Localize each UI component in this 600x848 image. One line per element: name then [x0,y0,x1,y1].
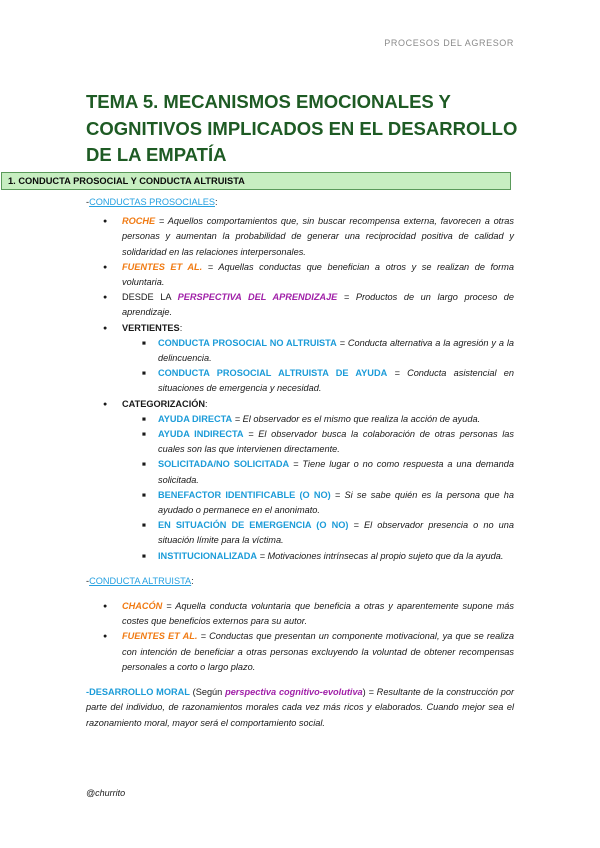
categorizacion-label: CATEGORIZACIÓN [122,398,206,409]
list-item: ■ BENEFACTOR IDENTIFICABLE (O NO) = Si se sabe quién es la persona que ha ayudado o permanece en el anonimato. [122,488,514,518]
list-item-fuentes-altruista: ● FUENTES ET AL. = Conductas que presentan un componente motivacional, ya que se realiza con intención de beneficiar a otras personas excluyendo la voluntad de obtener recompensas personales a corto o largo plazo. [86,629,514,675]
desarrollo-moral-label: DESARROLLO MORAL [89,687,190,698]
list-item: ■ CONDUCTA PROSOCIAL ALTRUISTA DE AYUDA = Conducta asistencial en situaciones de emergencia y necesidad. [122,366,514,396]
author-handle: @churrito [86,788,126,798]
list-item-vertientes: ● VERTIENTES: ■ CONDUCTA PROSOCIAL NO ALTRUISTA = Conducta alternativa a la agresión y a la delincuencia. ■ CONDUCTA PROSOCIAL ALTRUISTA DE AYUDA = Conducta asistencial en situaciones de emergencia y necesidad. [86,321,514,397]
list-item-roche: ● ROCHE = Aquellos comportamientos que, sin buscar recompensa externa, favorecen a otras personas y aumentan la probabilidad de generar una reciprocidad positiva de calidad y solidaridad en las relaciones interpersonales. [86,214,514,260]
list-item: ■ INSTITUCIONALIZADA = Motivaciones intrínsecas al propio sujeto que da la ayuda. [122,549,514,564]
vertientes-list [122,336,514,397]
subheading-altruista-label: CONDUCTA ALTRUISTA [89,575,192,586]
running-header: PROCESOS DEL AGRESOR [384,38,514,48]
desarrollo-moral-paragraph: -DESARROLLO MORAL (Según perspectiva cognitivo-evolutiva) = Resultante de la construcción por parte del individuo, de razonamientos morales cada vez más ricos y elaborados. Cuando mejor sea el razonamiento moral, mayor será el comportamiento social. [86,687,515,728]
list-item: ■ AYUDA INDIRECTA = El observador busca la colaboración de otras personas las cuales son las que intervienen directamente. [122,427,514,457]
subheading-prosociales-label: CONDUCTAS PROSOCIALES [89,197,215,207]
author-fuentes: FUENTES ET AL. [122,261,203,272]
list-item-perspectiva: ● DESDE LA PERSPECTIVA DEL APRENDIZAJE = Productos de un largo proceso de aprendizaje. [86,290,514,320]
subheading-prosociales: -CONDUCTAS PROSOCIALES: [86,197,218,207]
list-item: ■ EN SITUACIÓN DE EMERGENCIA (O NO) = El observador presencia o no una situación límite para la víctima. [122,518,514,548]
prosociales-list [86,214,514,564]
list-item: ■ AYUDA DIRECTA = El observador es el mismo que realiza la acción de ayuda. [122,412,514,427]
categorizacion-list [122,412,514,564]
main-content [86,195,514,731]
author-fuentes: FUENTES ET AL. [122,631,198,642]
list-item-chacon: ● CHACÓN = Aquella conducta voluntaria que beneficia a otras y aparentemente supone más costes que beneficios externos para su autor. [86,599,514,629]
vertientes-label: VERTIENTES [122,322,180,333]
list-item-categorizacion: ● CATEGORIZACIÓN: ■ AYUDA DIRECTA = El observador es el mismo que realiza la acción de ayuda. ■ AYUDA INDIRECTA = El observador busca la colaboración de otras personas las cuales son las que intervienen directamente. ■ SOLICITADA/NO SOLICITADA = Tiene lugar o no como respuesta a una demanda solicitada. ■ BENEFACTOR IDENTIFICABLE (O NO) = Si se sabe quién es la persona que ha ayudado o permanece en el anonimato. ■ EN SITUACIÓN DE EMERGENCIA (O NO) = El observador presencia o no una situación límite para la víctima. ■ INSTITUCIONALIZADA = Motivaciones intrínsecas al propio sujeto que da la ayuda. [86,397,514,564]
page-title: TEMA 5. MECANISMOS EMOCIONALES Y COGNITIVOS IMPLICADOS EN EL DESARROLLO DE LA EMPATÍA [86,91,518,165]
author-chacon: CHACÓN [122,601,163,612]
subheading-altruista: -CONDUCTA ALTRUISTA: [86,575,194,586]
list-item-fuentes: ● FUENTES ET AL. = Aquellas conductas que benefician a otros y se realizan de forma voluntaria. [86,260,514,290]
list-item: ■ SOLICITADA/NO SOLICITADA = Tiene lugar o no como respuesta a una demanda solicitada. [122,457,514,487]
perspectiva-aprendizaje: PERSPECTIVA DEL APRENDIZAJE [177,292,338,303]
altruista-list [86,599,514,675]
perspectiva-cognitivo-evolutiva: perspectiva cognitivo-evolutiva [225,687,363,698]
section-heading: 1. CONDUCTA PROSOCIAL Y CONDUCTA ALTRUISTA [8,176,245,186]
author-roche: ROCHE [122,216,156,227]
section-heading-bar [1,172,511,190]
list-item: ■ CONDUCTA PROSOCIAL NO ALTRUISTA = Conducta alternativa a la agresión y a la delincuencia. [122,336,514,366]
